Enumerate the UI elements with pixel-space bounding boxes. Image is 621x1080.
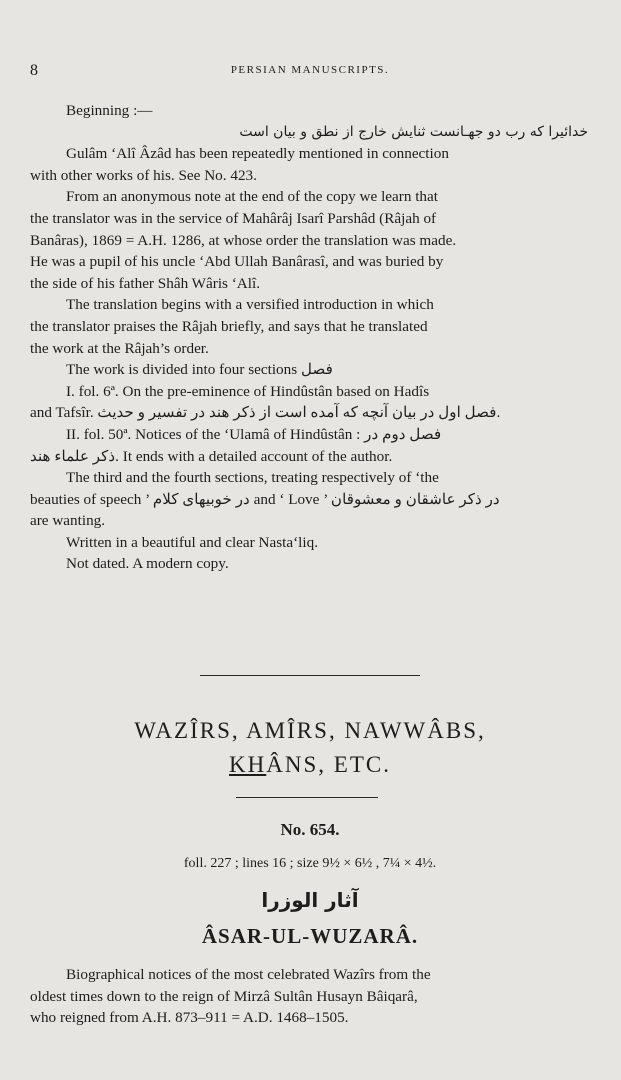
text-line: خدائیرا که رب دو جهـانست ثنایش خارج از نطق و بیان است xyxy=(239,123,588,140)
section-heading-line1: WAZÎRS, AMÎRS, NAWWÂBS, xyxy=(134,718,486,743)
text-line: ذکر علماء هند. It ends with a detailed account of the author. xyxy=(30,447,393,465)
text-line: The translation begins with a versified introduction in which xyxy=(66,296,434,314)
persian-title: آثار الوزرا xyxy=(261,888,359,912)
text-line: The work is divided into four sections فصل xyxy=(66,361,333,379)
text-line: beauties of speech ’ در خوبیهای کلام and ‘ Love ’ در ذکر عاشقان و معشوقان xyxy=(30,490,500,508)
description-line: who reigned from A.H. 873–911 = A.D. 1468–1505. xyxy=(30,1009,349,1027)
text-line: the work at the Râjah’s order. xyxy=(30,339,209,357)
text-line: Beginning :— xyxy=(66,102,153,119)
description-line: Biographical notices of the most celebrated Wazîrs from the xyxy=(66,966,431,983)
description-line: oldest times down to the reign of Mirzâ Sultân Husayn Bâiqarâ, xyxy=(30,987,418,1005)
section-heading-underlined: KH xyxy=(229,752,267,777)
text-line: Not dated. A modern copy. xyxy=(66,555,229,573)
text-line: He was a pupil of his uncle ‘Abd Ullah Banârasî, and was buried by xyxy=(30,253,444,271)
text-line: and Tafsîr. فصل اول در بیان آنچه که آمده است از ذکر هند در تفسیر و حدیث. xyxy=(30,404,501,422)
entry-description xyxy=(30,964,588,1029)
text-line: Gulâm ‘Alî Âzâd has been repeatedly mentioned in connection xyxy=(66,145,449,163)
entry-dimensions: foll. 227 ; lines 16 ; size 9½ × 6½ , 7¼ × 4½. xyxy=(183,856,437,871)
text-line: Written in a beautiful and clear Nasta‘liq. xyxy=(66,533,318,551)
text-line: Banâras), 1869 = A.H. 1286, at whose order the translation was made. xyxy=(30,231,457,249)
text-line: I. fol. 6ª. On the pre-eminence of Hindûstân based on Hadîs xyxy=(66,382,430,400)
text-line: II. fol. 50ª. Notices of the ‘Ulamâ of Hindûstân : فصل دوم در xyxy=(66,425,442,443)
entry-number: No. 654. xyxy=(280,820,340,839)
text-line: The third and the fourth sections, treating respectively of ‘the xyxy=(66,469,439,487)
text-line: From an anonymous note at the end of the copy we learn that xyxy=(66,188,438,206)
text-line: the translator praises the Râjah briefly, and says that he translated xyxy=(30,317,428,335)
running-title: PERSIAN MANUSCRIPTS. xyxy=(230,64,390,76)
entry-title: ÂSAR-UL-WUZARÂ. xyxy=(201,924,419,948)
page-number: 8 xyxy=(30,62,38,79)
running-header xyxy=(30,62,590,82)
text-line: the translator was in the service of Mahârâj Isarî Parshâd (Râjah of xyxy=(30,209,437,227)
heading-underline-rule xyxy=(236,797,378,798)
section-heading-rest: ÂNS, ETC. xyxy=(266,752,391,777)
text-line: the side of his father Shâh Wâris ‘Alî. xyxy=(30,274,261,292)
section-divider xyxy=(200,675,420,676)
text-line: with other works of his. See No. 423. xyxy=(30,166,257,184)
text-line: are wanting. xyxy=(30,512,106,530)
catalogue-entry-text xyxy=(30,100,588,575)
section-heading-line2 xyxy=(30,752,590,778)
